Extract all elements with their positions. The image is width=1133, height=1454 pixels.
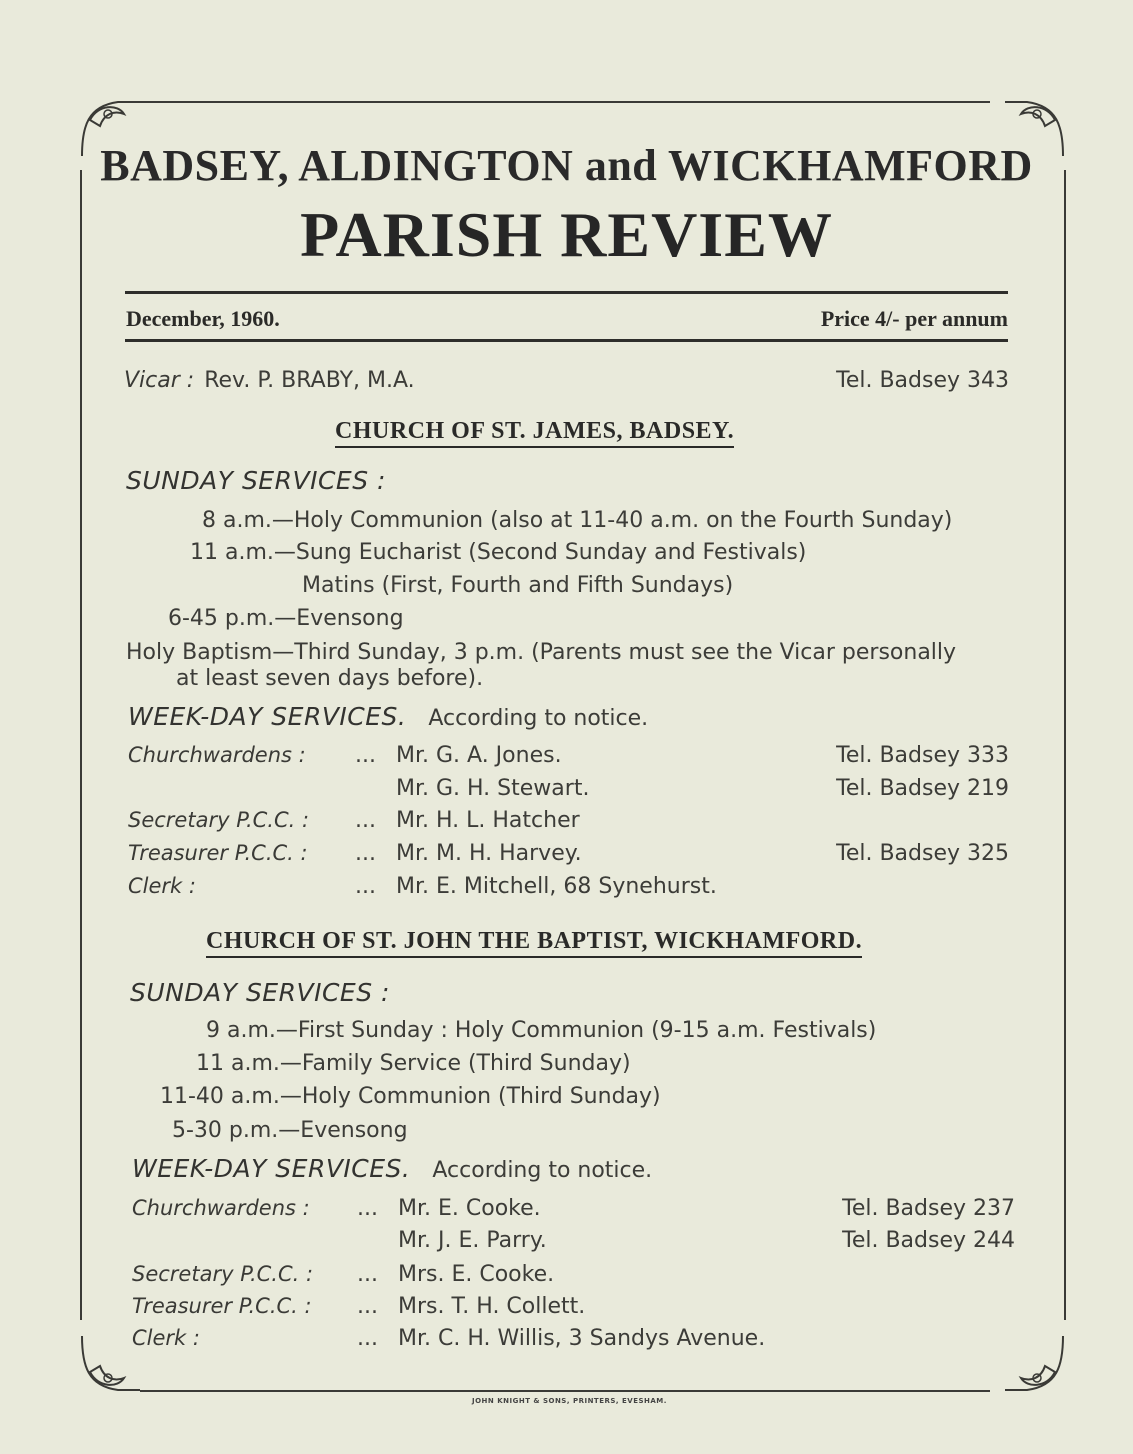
leader-dots: ... xyxy=(357,1262,378,1287)
officer-name: Mrs. T. H. Collett. xyxy=(398,1294,586,1319)
officer-tel: Tel. Badsey 333 xyxy=(836,743,1009,768)
leader-dots: ... xyxy=(357,1294,378,1319)
section-heading-wickhamford: CHURCH OF ST. JOHN THE BAPTIST, WICKHAMFORD. xyxy=(206,928,862,958)
officer-name: Mr. E. Mitchell, 68 Synehurst. xyxy=(396,874,717,899)
officer-tel: Tel. Badsey 244 xyxy=(842,1228,1015,1253)
printer-imprint: JOHN KNIGHT & SONS, PRINTERS, EVESHAM. xyxy=(472,1397,667,1405)
leader-dots: ... xyxy=(357,1196,378,1221)
vicar-tel: Tel. Badsey 343 xyxy=(836,368,1009,393)
price: Price 4/- per annum xyxy=(820,306,1008,331)
divider xyxy=(125,339,1008,342)
weekday-services-label: WEEK-DAY SERVICES. xyxy=(132,1154,411,1183)
frame-bottom xyxy=(140,1390,990,1392)
officer-name: Mr. E. Cooke. xyxy=(398,1196,541,1221)
issue-date: December, 1960. xyxy=(126,306,280,331)
weekday-services-note: According to notice. xyxy=(432,1158,653,1183)
corner-ornament-bottom-right xyxy=(1005,1334,1067,1396)
officer-role: Treasurer P.C.C. : xyxy=(132,1294,312,1318)
leader-dots: ... xyxy=(355,874,376,899)
weekday-services-label: WEEK-DAY SERVICES. xyxy=(128,702,407,731)
leader-dots: ... xyxy=(355,743,376,768)
vicar-label: Vicar : xyxy=(124,368,195,393)
leader-dots: ... xyxy=(357,1326,378,1351)
page-title: PARISH REVIEW xyxy=(300,199,833,270)
service-line: 11-40 a.m.—Holy Communion (Third Sunday) xyxy=(160,1084,661,1109)
officer-name: Mr. J. E. Parry. xyxy=(398,1228,547,1253)
corner-ornament-bottom-left xyxy=(78,1334,140,1396)
officer-role: Secretary P.C.C. : xyxy=(128,808,310,832)
officer-role: Secretary P.C.C. : xyxy=(132,1262,314,1286)
baptism-note-cont: at least seven days before). xyxy=(176,666,484,691)
officer-role: Churchwardens : xyxy=(132,1196,310,1220)
section-heading-badsey: CHURCH OF ST. JAMES, BADSEY. xyxy=(335,418,734,448)
officer-role: Clerk : xyxy=(128,874,196,898)
officer-tel: Tel. Badsey 219 xyxy=(836,776,1009,801)
officer-tel: Tel. Badsey 237 xyxy=(842,1196,1015,1221)
officer-role: Treasurer P.C.C. : xyxy=(128,841,308,865)
officer-name: Mr. G. A. Jones. xyxy=(396,743,562,768)
parishes-title: BADSEY, ALDINGTON and WICKHAMFORD xyxy=(100,141,1033,190)
service-line: 8 a.m.—Holy Communion (also at 11-40 a.m. on the Fourth Sunday) xyxy=(202,508,953,533)
vicar-line xyxy=(124,368,415,393)
service-line: Matins (First, Fourth and Fifth Sundays) xyxy=(302,573,734,598)
officer-name: Mr. H. L. Hatcher xyxy=(396,808,580,833)
officer-name: Mr. C. H. Willis, 3 Sandys Avenue. xyxy=(398,1326,766,1351)
vicar-name: Rev. P. BRABY, M.A. xyxy=(204,368,415,393)
service-line: 5-30 p.m.—Evensong xyxy=(172,1118,408,1143)
sunday-services-label: SUNDAY SERVICES : xyxy=(130,978,390,1007)
officer-role: Churchwardens : xyxy=(128,743,306,767)
leader-dots: ... xyxy=(355,808,376,833)
frame-right xyxy=(1064,170,1066,1320)
service-line: 11 a.m.—Family Service (Third Sunday) xyxy=(196,1051,631,1076)
weekday-services xyxy=(132,1154,652,1183)
service-line: 11 a.m.—Sung Eucharist (Second Sunday and Festivals) xyxy=(190,540,807,565)
service-line: 9 a.m.—First Sunday : Holy Communion (9-15 a.m. Festivals) xyxy=(206,1018,877,1043)
officer-name: Mr. M. H. Harvey. xyxy=(396,841,582,866)
weekday-services-note: According to notice. xyxy=(428,706,649,731)
officer-name: Mrs. E. Cooke. xyxy=(398,1262,555,1287)
service-line: 6-45 p.m.—Evensong xyxy=(168,606,404,631)
frame-left xyxy=(80,170,82,1320)
divider xyxy=(125,291,1008,294)
officer-name: Mr. G. H. Stewart. xyxy=(396,776,590,801)
sunday-services-label: SUNDAY SERVICES : xyxy=(126,466,386,495)
weekday-services xyxy=(128,702,648,731)
officer-role: Clerk : xyxy=(132,1326,200,1350)
frame-top xyxy=(140,101,990,103)
baptism-note: Holy Baptism—Third Sunday, 3 p.m. (Parents must see the Vicar personally xyxy=(126,640,957,665)
officer-tel: Tel. Badsey 325 xyxy=(836,841,1009,866)
leader-dots: ... xyxy=(355,841,376,866)
